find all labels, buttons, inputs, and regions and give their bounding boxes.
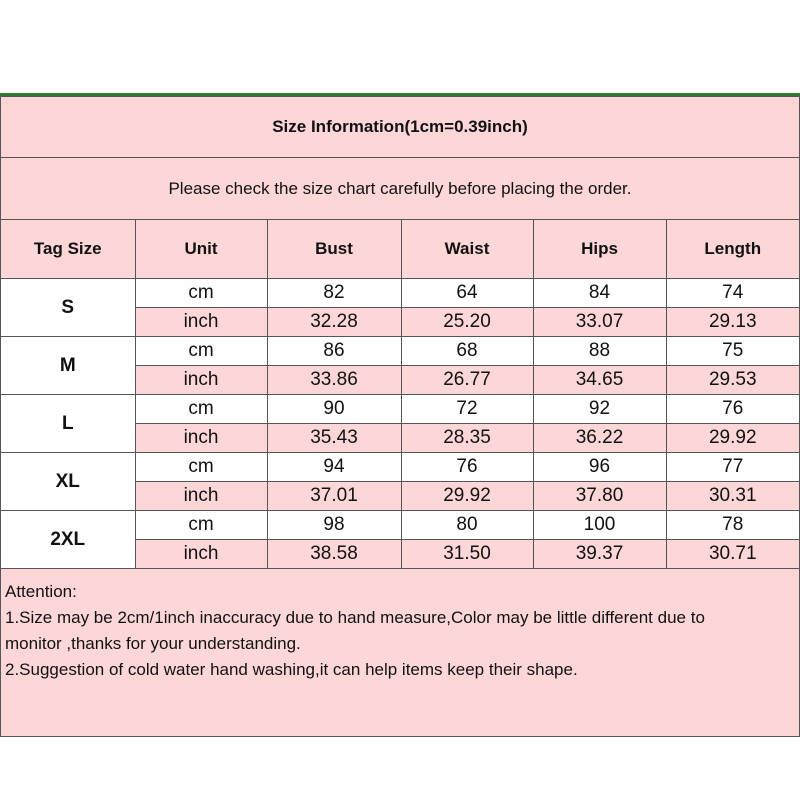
- size-tag: 2XL: [1, 511, 135, 569]
- chart-title: Size Information(1cm=0.39inch): [1, 97, 799, 158]
- note-line-2: 2.Suggestion of cold water hand washing,it can help items keep their shape.: [5, 660, 578, 679]
- bust-cell: 38.58: [267, 540, 401, 569]
- header-hips: Hips: [533, 220, 666, 279]
- table-row: [1, 511, 799, 540]
- length-cell: 78: [666, 511, 799, 540]
- hips-cell: 84: [533, 279, 666, 308]
- bust-cell: 37.01: [267, 482, 401, 511]
- unit-cell: inch: [135, 366, 267, 395]
- length-cell: 30.31: [666, 482, 799, 511]
- bust-cell: 82: [267, 279, 401, 308]
- unit-cell: cm: [135, 279, 267, 308]
- length-cell: 29.53: [666, 366, 799, 395]
- table-row: [1, 337, 799, 366]
- hips-cell: 33.07: [533, 308, 666, 337]
- unit-cell: cm: [135, 453, 267, 482]
- waist-cell: 31.50: [401, 540, 533, 569]
- length-cell: 29.92: [666, 424, 799, 453]
- length-cell: 77: [666, 453, 799, 482]
- size-tag: M: [1, 337, 135, 395]
- attention-notes: [1, 579, 799, 683]
- waist-cell: 72: [401, 395, 533, 424]
- notes-heading: Attention:: [5, 582, 77, 601]
- hips-cell: 88: [533, 337, 666, 366]
- size-tag: S: [1, 279, 135, 337]
- unit-cell: cm: [135, 337, 267, 366]
- bust-cell: 32.28: [267, 308, 401, 337]
- length-cell: 29.13: [666, 308, 799, 337]
- header-tag-size: Tag Size: [1, 220, 135, 279]
- note-line-1-continued: monitor ,thanks for your understanding.: [5, 634, 301, 653]
- hips-cell: 96: [533, 453, 666, 482]
- unit-cell: inch: [135, 540, 267, 569]
- header-waist: Waist: [401, 220, 533, 279]
- bust-cell: 86: [267, 337, 401, 366]
- waist-cell: 28.35: [401, 424, 533, 453]
- bust-cell: 94: [267, 453, 401, 482]
- hips-cell: 36.22: [533, 424, 666, 453]
- waist-cell: 29.92: [401, 482, 533, 511]
- hips-cell: 100: [533, 511, 666, 540]
- header-unit: Unit: [135, 220, 267, 279]
- hips-cell: 37.80: [533, 482, 666, 511]
- waist-cell: 68: [401, 337, 533, 366]
- length-cell: 30.71: [666, 540, 799, 569]
- chart-subtitle: Please check the size chart carefully before placing the order.: [1, 158, 799, 220]
- size-table: [1, 220, 799, 569]
- bust-cell: 90: [267, 395, 401, 424]
- note-line-1: 1.Size may be 2cm/1inch inaccuracy due to hand measure,Color may be little different due to: [5, 608, 705, 627]
- hips-cell: 34.65: [533, 366, 666, 395]
- waist-cell: 64: [401, 279, 533, 308]
- table-row: [1, 279, 799, 308]
- waist-cell: 25.20: [401, 308, 533, 337]
- length-cell: 76: [666, 395, 799, 424]
- hips-cell: 92: [533, 395, 666, 424]
- size-tag: XL: [1, 453, 135, 511]
- bust-cell: 98: [267, 511, 401, 540]
- hips-cell: 39.37: [533, 540, 666, 569]
- header-row: [1, 220, 799, 279]
- waist-cell: 76: [401, 453, 533, 482]
- unit-cell: cm: [135, 511, 267, 540]
- header-bust: Bust: [267, 220, 401, 279]
- unit-cell: inch: [135, 482, 267, 511]
- size-chart: [0, 96, 800, 737]
- bust-cell: 33.86: [267, 366, 401, 395]
- header-length: Length: [666, 220, 799, 279]
- unit-cell: inch: [135, 308, 267, 337]
- unit-cell: inch: [135, 424, 267, 453]
- table-row: [1, 453, 799, 482]
- bust-cell: 35.43: [267, 424, 401, 453]
- waist-cell: 80: [401, 511, 533, 540]
- length-cell: 74: [666, 279, 799, 308]
- table-row: [1, 395, 799, 424]
- waist-cell: 26.77: [401, 366, 533, 395]
- unit-cell: cm: [135, 395, 267, 424]
- size-tag: L: [1, 395, 135, 453]
- length-cell: 75: [666, 337, 799, 366]
